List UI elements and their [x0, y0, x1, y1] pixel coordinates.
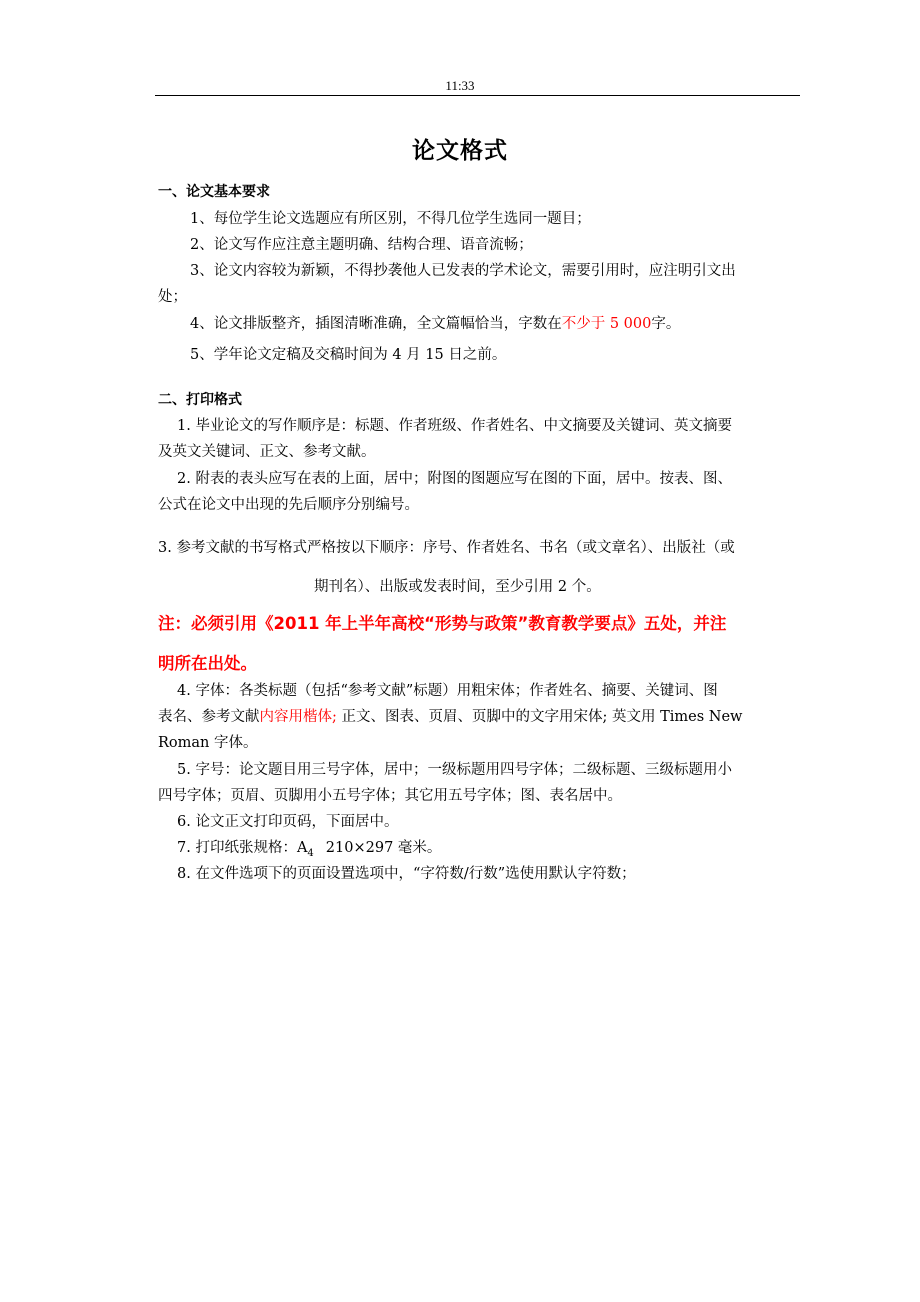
- format-item-1: 1. 毕业论文的写作顺序是：标题、作者班级、作者姓名、中文摘要及关键词、英文摘要: [177, 418, 732, 434]
- format-item-2-cont: 公式在论文中出现的先后顺序分别编号。: [158, 497, 419, 513]
- header-rule: [155, 95, 800, 96]
- format-item-2: 2. 附表的表头应写在表的上面，居中；附图的图题应写在图的下面，居中。按表、图、: [177, 471, 732, 487]
- format-item-4-end: Roman 字体。: [158, 735, 258, 751]
- requirement-item-2: 2、论文写作应注意主题明确、结构合理、语音流畅；: [190, 237, 533, 253]
- format-item-3: 3. 参考文献的书写格式严格按以下顺序：序号、作者姓名、书名（或文章名）、出版社（或: [158, 540, 735, 556]
- section-heading-print-format: 二、打印格式: [158, 392, 242, 408]
- requirement-item-3-cont: 处；: [158, 289, 187, 305]
- page-title: 论文格式: [412, 138, 508, 164]
- format-item-6: 6. 论文正文打印页码，下面居中。: [177, 814, 399, 830]
- paper-size-subscript: 4: [307, 847, 314, 859]
- format-item-4-suffix: 正文、图表、页眉、页脚中的文字用宋体; 英文用 Times New: [336, 709, 743, 725]
- format-item-5-cont: 四号字体；页眉、页脚用小五号字体；其它用五号字体；图、表名居中。: [158, 788, 622, 804]
- citation-note: 注：必须引用《2011 年上半年高校“形势与政策”教育教学要点》五处，并注: [158, 614, 727, 633]
- requirement-item-4: [190, 314, 835, 334]
- citation-note-cont: 明所在出处。: [158, 654, 257, 673]
- format-item-4: 4. 字体：各类标题（包括“参考文献”标题）用粗宋体；作者姓名、摘要、关键词、图: [177, 683, 718, 699]
- requirement-item-5: 5、学年论文定稿及交稿时间为 4 月 15 日之前。: [190, 347, 507, 363]
- header-time: 11:33: [445, 78, 475, 93]
- format-item-8: 8. 在文件选项下的页面设置选项中，“字符数/行数”选使用默认字符数；: [177, 866, 636, 882]
- format-item-4-cont: [158, 707, 803, 727]
- format-item-7-prefix: 7. 打印纸张规格：A: [177, 840, 308, 856]
- requirement-item-3: 3、论文内容较为新颖，不得抄袭他人已发表的学术论文，需要引用时，应注明引文出: [190, 263, 736, 279]
- requirement-item-4-suffix: 字。: [651, 316, 681, 332]
- format-item-1-cont: 及英文关键词、正文、参考文献。: [158, 444, 376, 460]
- format-item-7-suffix: 210×297 毫米。: [325, 840, 442, 856]
- format-item-5: 5. 字号：论文题目用三号字体，居中；一级标题用四号字体；二级标题、三级标题用小: [177, 762, 732, 778]
- section-heading-basic-requirements: 一、论文基本要求: [158, 184, 270, 200]
- kaiti-font-highlight: 内容用楷体;: [259, 709, 337, 725]
- requirement-item-1: 1、每位学生论文选题应有所区别，不得几位学生选同一题目；: [190, 211, 591, 227]
- format-item-7: [177, 838, 822, 864]
- format-item-4-prefix: 表名、参考文献: [158, 709, 260, 725]
- format-item-3-cont: 期刊名）、出版或发表时间，至少引用 2 个。: [314, 579, 601, 595]
- word-count-highlight: 不少于 5 000: [561, 316, 652, 332]
- requirement-item-4-prefix: 4、论文排版整齐，插图清晰准确，全文篇幅恰当，字数在: [190, 316, 562, 332]
